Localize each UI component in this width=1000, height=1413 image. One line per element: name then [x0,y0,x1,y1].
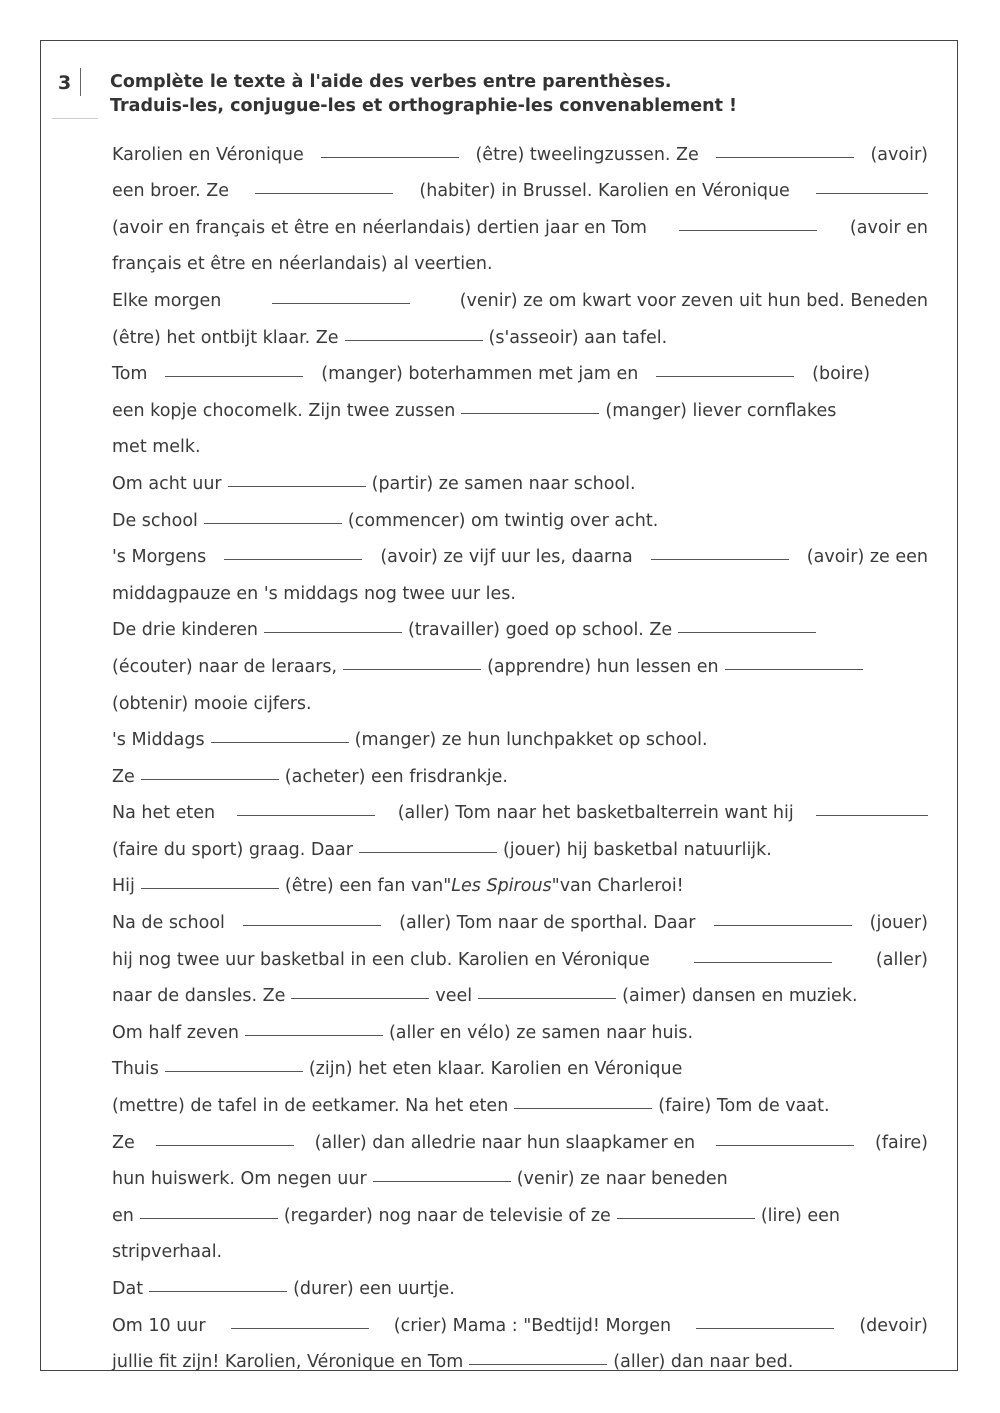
text-segment: (aller) [875,949,928,970]
answer-blank[interactable] [149,1291,287,1292]
text-line [112,896,928,933]
text-segment: (devoir) [859,1315,928,1336]
text-segment: een broer. Ze [112,181,230,202]
text-segment: français et être en néerlandais) al veertien. [112,254,493,275]
text-segment: (apprendre) hun lessen en [487,656,719,677]
text-segment: (s'asseoir) aan tafel. [488,327,668,348]
answer-blank[interactable] [469,1364,607,1365]
text-line [112,384,928,421]
text-segment: hun huiswerk. Om negen uur [112,1169,367,1190]
text-segment: (être) een fan van [284,876,444,897]
answer-blank[interactable] [678,632,816,633]
text-line [112,933,928,970]
text-segment: stripverhaal. [112,1242,223,1263]
answer-blank[interactable] [345,340,483,341]
text-segment: Karolien en Véronique [112,144,304,165]
text-line [112,1116,928,1153]
text-line [112,531,928,568]
text-segment: (avoir) [870,144,928,165]
text-segment: (regarder) nog naar de televisie of ze [283,1205,611,1226]
answer-blank[interactable] [343,669,481,670]
text-line [112,787,928,824]
number-divider [80,68,81,96]
answer-blank[interactable] [725,669,863,670]
text-segment: Ze [112,1132,135,1153]
text-line [112,494,928,531]
answer-blank[interactable] [816,815,928,816]
text-line [112,567,928,604]
answer-blank[interactable] [141,888,279,889]
text-segment: (faire) Tom de vaat. [658,1096,830,1117]
text-segment: (être) tweelingzussen. Ze [475,144,699,165]
text-line [112,860,928,897]
text-segment: (durer) een uurtje. [293,1279,455,1299]
answer-blank[interactable] [141,779,279,780]
text-segment: hij nog twee uur basketbal in een club. Karolien en Véronique [112,949,650,970]
answer-blank[interactable] [228,486,366,487]
text-segment: naar de dansles. Ze [112,986,286,1007]
text-segment: (crier) Mama : "Bedtijd! Morgen [393,1315,672,1336]
text-segment: (manger) liever cornflakes [605,400,837,421]
text-line [112,970,928,1007]
text-segment: (jouer) hij basketbal natuurlijk. [502,839,772,860]
text-line [112,1226,928,1263]
text-segment: jullie fit zijn! Karolien, Véronique en Tom [112,1352,464,1373]
text-segment: Na het eten [112,803,216,824]
answer-blank[interactable] [816,193,928,194]
text-segment: (obtenir) mooie cijfers. [112,693,312,714]
answer-blank[interactable] [255,193,393,194]
text-segment: (faire) [875,1132,928,1153]
text-line [112,457,928,494]
answer-blank[interactable] [679,230,817,231]
answer-blank[interactable] [716,157,854,158]
text-line [112,128,928,165]
answer-blank[interactable] [321,157,459,158]
text-segment: (écouter) naar de leraars, [112,656,338,677]
text-line [112,823,928,860]
answer-blank[interactable] [651,559,789,560]
text-segment: (être) het ontbijt klaar. Ze [112,327,339,348]
text-segment: (aller) dan naar bed. [613,1352,794,1373]
exercise-text [112,128,928,1372]
text-segment: Ze [112,766,135,787]
text-segment: (faire du sport) graag. Daar [112,839,353,860]
instruction-line-1: Complète le texte à l'aide des verbes entre parenthèses. [110,72,672,92]
text-segment: middagpauze en 's middags nog twee uur les. [112,583,516,604]
text-segment: veel [435,986,473,1007]
text-line [112,238,928,275]
answer-blank[interactable] [231,1328,369,1329]
text-line [112,201,928,238]
answer-blank[interactable] [156,1145,294,1146]
answer-blank[interactable] [243,925,381,926]
answer-blank[interactable] [514,1108,652,1109]
exercise-number: 3 [58,72,72,94]
text-segment: Om 10 uur [112,1315,206,1336]
text-segment: (jouer) [869,913,928,934]
text-segment: (aller) Tom naar het basketbalterrein want hij [397,803,794,824]
text-line [112,1006,928,1043]
text-segment: (avoir) ze vijf uur les, daarna [380,547,633,568]
text-line [112,1153,928,1190]
answer-blank[interactable] [245,1035,383,1036]
answer-blank[interactable] [237,815,375,816]
answer-blank[interactable] [696,1328,834,1329]
answer-blank[interactable] [716,1145,854,1146]
text-line [112,165,928,202]
answer-blank[interactable] [224,559,362,560]
text-segment: (aller) Tom naar de sporthal. Daar [399,913,696,934]
answer-blank[interactable] [291,998,429,999]
text-segment: (travailler) goed op school. Ze [407,620,673,641]
answer-blank[interactable] [211,742,349,743]
text-segment: (boire) [812,364,871,385]
text-segment: De drie kinderen [112,620,258,641]
text-line [112,421,928,458]
text-segment: (acheter) een frisdrankje. [284,766,508,787]
text-line [112,311,928,348]
text-line [112,1079,928,1116]
text-segment: met melk. [112,437,201,458]
answer-blank[interactable] [264,632,402,633]
text-segment: Na de school [112,913,225,934]
text-segment: 's Morgens [112,547,207,568]
text-line [112,274,928,311]
text-segment: Dat [112,1279,144,1299]
text-segment: (venir) ze om kwart voor zeven uit hun bed. Beneden [459,290,928,311]
text-line [112,1336,928,1373]
answer-blank[interactable] [165,1071,303,1072]
text-segment: (venir) ze naar beneden [516,1169,728,1190]
text-line [112,604,928,641]
text-segment: 's Middags [112,730,205,751]
answer-blank[interactable] [478,998,616,999]
text-line [112,1189,928,1226]
text-segment: (partir) ze samen naar school. [371,473,636,494]
instruction-line-2: Traduis-les, conjugue-les et orthographie-les convenablement ! [110,96,738,116]
answer-blank[interactable] [272,303,410,304]
text-segment: en [112,1205,134,1226]
answer-blank[interactable] [204,523,342,524]
text-segment: (avoir) ze een [806,547,928,568]
text-segment: De school [112,510,198,531]
text-line [112,640,928,677]
instructions [110,70,737,118]
text-segment: Om half zeven [112,1022,239,1043]
header-rule [52,118,98,119]
answer-blank[interactable] [461,413,599,414]
text-segment: (zijn) het eten klaar. Karolien en Véronique [308,1059,683,1080]
text-segment: (manger) boterhammen met jam en [321,364,639,385]
text-line [112,348,928,385]
answer-blank[interactable] [165,376,303,377]
text-line [112,714,928,751]
text-segment: (mettre) de tafel in de eetkamer. Na het eten [112,1096,509,1117]
text-line [112,1043,928,1080]
text-segment: (avoir en [849,217,928,238]
text-line [112,1299,928,1336]
text-segment-italic: "Les Spirous" [443,876,560,897]
answer-blank[interactable] [617,1218,755,1219]
text-segment: Elke morgen [112,290,222,311]
text-segment: (lire) een [760,1205,840,1226]
text-segment: (manger) ze hun lunchpakket op school. [354,730,708,751]
text-segment: Om acht uur [112,473,222,494]
text-segment: (aller) dan alledrie naar hun slaapkamer en [314,1132,696,1153]
text-segment: (aller en vélo) ze samen naar huis. [388,1022,694,1043]
text-segment: Tom [112,364,148,385]
answer-blank[interactable] [359,852,497,853]
text-segment: (aimer) dansen en muziek. [622,986,858,1007]
answer-blank[interactable] [373,1181,511,1182]
text-segment: (commencer) om twintig over acht. [347,510,659,531]
answer-blank[interactable] [140,1218,278,1219]
text-segment: Thuis [112,1059,159,1080]
text-segment: (habiter) in Brussel. Karolien en Véronique [419,181,790,202]
answer-blank[interactable] [656,376,794,377]
text-line [112,750,928,787]
text-segment: (avoir en français et être en néerlandais) dertien jaar en Tom [112,217,647,238]
text-segment: van Charleroi! [559,876,684,897]
text-segment: een kopje chocomelk. Zijn twee zussen [112,400,456,421]
text-segment: Hij [112,876,135,897]
answer-blank[interactable] [694,962,832,963]
answer-blank[interactable] [714,925,852,926]
text-line [112,677,928,714]
text-line [112,1262,928,1299]
